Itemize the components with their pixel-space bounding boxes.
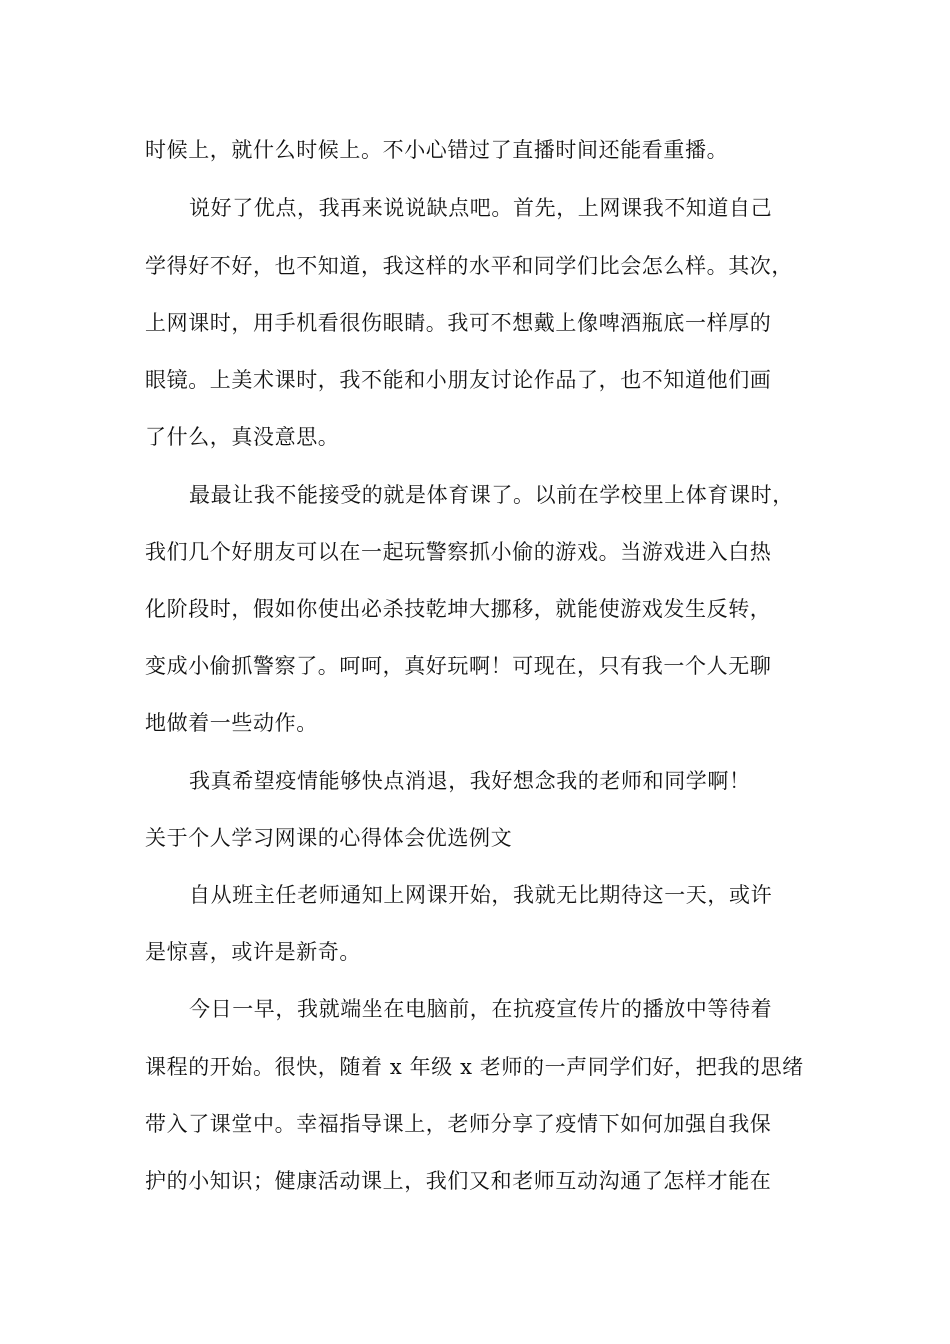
paragraph-first-line: 我真希望疫情能够快点消退，我好想念我的老师和同学啊！ (189, 769, 751, 793)
text-line: 学得好不好，也不知道，我这样的水平和同学们比会怎么样。其次， (145, 254, 793, 278)
text-line: 上网课时，用手机看很伤眼睛。我可不想戴上像啤酒瓶底一样厚的 (145, 311, 772, 335)
text-line: 变成小偷抓警察了。呵呵，真好玩啊！可现在，只有我一个人无聊 (145, 654, 772, 678)
text-line: 了什么，真没意思。 (145, 425, 340, 449)
text-line: 课程的开始。很快，随着 x 年级 x 老师的一声同学们好，把我的思绪 (145, 1055, 804, 1079)
text-line: 眼镜。上美术课时，我不能和小朋友讨论作品了，也不知道他们画 (145, 368, 772, 392)
text-line: 护的小知识；健康活动课上，我们又和老师互动沟通了怎样才能在 (145, 1169, 772, 1193)
text-line: 时候上，就什么时候上。不小心错过了直播时间还能看重播。 (145, 138, 729, 162)
text-line: 化阶段时，假如你使出必杀技乾坤大挪移，就能使游戏发生反转， (145, 597, 772, 621)
paragraph-first-line: 说好了优点，我再来说说缺点吧。首先，上网课我不知道自己 (189, 196, 773, 220)
text-line: 我们几个好朋友可以在一起玩警察抓小偷的游戏。当游戏进入白热 (145, 540, 772, 564)
text-line: 是惊喜，或许是新奇。 (145, 940, 361, 964)
paragraph-first-line: 自从班主任老师通知上网课开始，我就无比期待这一天，或许 (189, 883, 773, 907)
paragraph-first-line: 今日一早，我就端坐在电脑前，在抗疫宣传片的播放中等待着 (189, 997, 773, 1021)
paragraph-first-line: 最最让我不能接受的就是体育课了。以前在学校里上体育课时， (189, 483, 794, 507)
text-line: 地做着一些动作。 (145, 711, 318, 735)
section-heading: 关于个人学习网课的心得体会优选例文 (145, 826, 513, 850)
text-line: 带入了课堂中。幸福指导课上，老师分享了疫情下如何加强自我保 (145, 1112, 772, 1136)
